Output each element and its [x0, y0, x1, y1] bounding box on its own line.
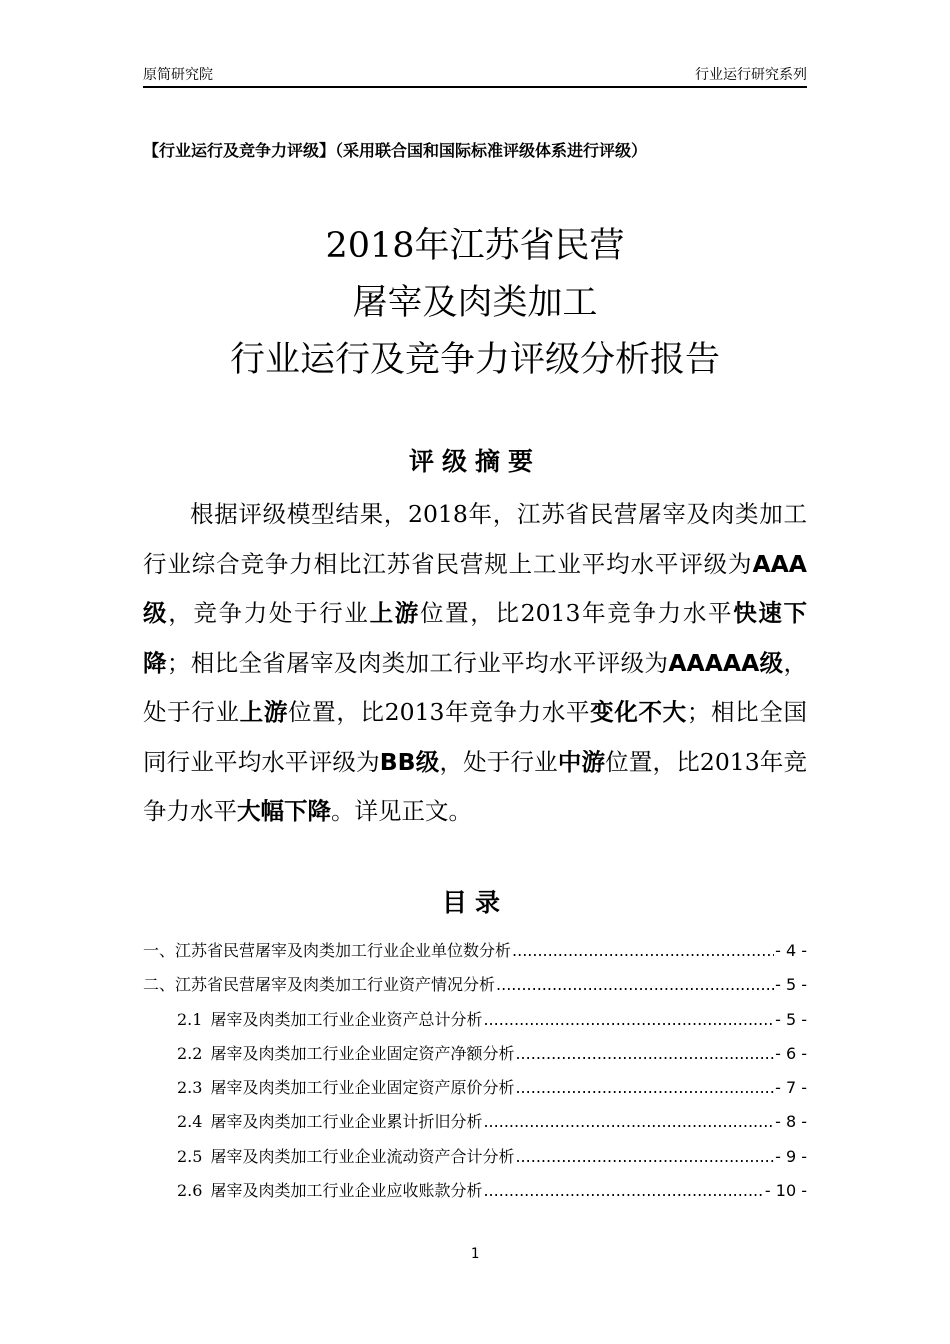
toc-entry-number: 2.1: [177, 1009, 203, 1029]
summary-emphasis: 变化不大: [590, 698, 687, 726]
summary-text: [143, 490, 807, 837]
title-line-2: 屠宰及肉类加工: [352, 283, 598, 323]
summary-segment: 位置，比2013年竞争力水平: [419, 599, 734, 627]
summary-emphasis: 上游: [239, 698, 289, 726]
summary-segment: ，竞争力处于行业: [168, 599, 370, 627]
toc-entry-page: - 9 -: [775, 1146, 807, 1166]
toc-entry-label: 屠宰及肉类加工行业企业累计折旧分析: [210, 1112, 483, 1132]
toc-entry[interactable]: [143, 1073, 807, 1107]
toc-heading: 目录: [441, 888, 508, 917]
header-organization: 原简研究院: [143, 67, 213, 83]
toc-entry[interactable]: [143, 1107, 807, 1141]
toc-entry-page: - 10 -: [764, 1181, 807, 1201]
toc-entry-label: 屠宰及肉类加工行业企业固定资产净额分析: [210, 1043, 515, 1063]
toc-entry-page: - 4 -: [775, 941, 807, 960]
toc-dot-leader: [483, 1005, 774, 1035]
toc-entry[interactable]: [143, 1005, 807, 1039]
summary-emphasis: 大幅下降: [237, 797, 331, 825]
toc-entry[interactable]: [143, 1039, 807, 1073]
report-title: [143, 218, 807, 389]
rating-tag-note: （采用联合国和国际标准评级体系进行评级）: [335, 141, 648, 160]
toc-dot-leader: [483, 1107, 774, 1137]
toc-entry[interactable]: [143, 1142, 807, 1176]
toc-entry-page: - 8 -: [775, 1112, 807, 1132]
toc-entry[interactable]: [143, 1176, 807, 1210]
toc-entry-number: 2.3: [177, 1078, 203, 1098]
toc-entry-number: 2.5: [177, 1146, 203, 1166]
summary-segment: 。详见正文。: [331, 797, 472, 825]
toc-dot-leader: [515, 1039, 774, 1069]
summary-segment: 位置，比2013年竞争力水平: [288, 698, 591, 726]
toc-entry-label: 屠宰及肉类加工行业企业流动资产合计分析: [210, 1146, 515, 1166]
toc-entry-number: 一、: [143, 941, 176, 960]
toc-dot-leader: [515, 1073, 774, 1103]
toc-dot-leader: [496, 970, 774, 1000]
toc-entry-label: 江苏省民营屠宰及肉类加工行业企业单位数分析: [175, 941, 512, 960]
toc-dot-leader: [512, 936, 774, 966]
toc-entry-label: 屠宰及肉类加工行业企业应收账款分析: [210, 1181, 483, 1201]
rating-tag-bracket: 【行业运行及竞争力评级】: [143, 141, 336, 160]
summary-segment: ；相比全国同行业平均水平评级为: [143, 698, 808, 776]
toc-entry-page: - 7 -: [775, 1078, 807, 1098]
toc-entry-number: 2.6: [177, 1181, 203, 1201]
toc-entry-number: 2.4: [177, 1112, 203, 1132]
toc-entry-label: 屠宰及肉类加工行业企业固定资产原价分析: [210, 1078, 515, 1098]
toc-entry[interactable]: [143, 970, 807, 1004]
toc-entry-number: 2.2: [177, 1043, 203, 1063]
toc-dot-leader: [515, 1142, 774, 1172]
summary-emphasis: 上游: [369, 599, 420, 627]
summary-segment: ，处于行业: [439, 747, 558, 776]
summary-heading: 评级摘要: [408, 447, 541, 476]
summary-emphasis: 中游: [557, 747, 606, 776]
title-line-3: 行业运行及竞争力评级分析报告: [229, 340, 720, 380]
page-header: [143, 66, 807, 88]
summary-segment: ，处于行业: [143, 648, 808, 726]
page-number: 1: [470, 1246, 480, 1262]
summary-emphasis: 快速下降: [143, 599, 808, 677]
table-of-contents: [143, 936, 807, 1210]
toc-entry-page: - 6 -: [775, 1043, 807, 1063]
header-series: 行业运行研究系列: [695, 67, 807, 83]
toc-entry-page: - 5 -: [775, 1009, 807, 1029]
rating-tag: [143, 140, 807, 162]
toc-entry-label: 江苏省民营屠宰及肉类加工行业资产情况分析: [175, 975, 496, 995]
summary-segment: ；相比全省屠宰及肉类加工行业平均水平评级为: [166, 648, 669, 677]
toc-entry-label: 屠宰及肉类加工行业企业资产总计分析: [210, 1009, 483, 1029]
toc-entry-number: 二、: [143, 975, 176, 995]
toc-entry-page: - 5 -: [775, 975, 807, 995]
summary-segment: 位置，比2013年竞争力水平: [143, 747, 808, 825]
summary-emphasis: AAAAA级: [668, 648, 784, 677]
toc-entry[interactable]: [143, 936, 807, 970]
title-line-1: 2018年江苏省民营: [325, 226, 625, 266]
summary-emphasis: BB级: [379, 747, 440, 776]
summary-segment: 根据评级模型结果，2018年，江苏省民营屠宰及肉类加工行业综合竞争力相比江苏省民营规上工业平均水平评级为: [143, 500, 807, 578]
summary-paragraph: [143, 490, 807, 837]
summary-emphasis: AAA级: [143, 549, 807, 627]
toc-dot-leader: [483, 1176, 763, 1206]
